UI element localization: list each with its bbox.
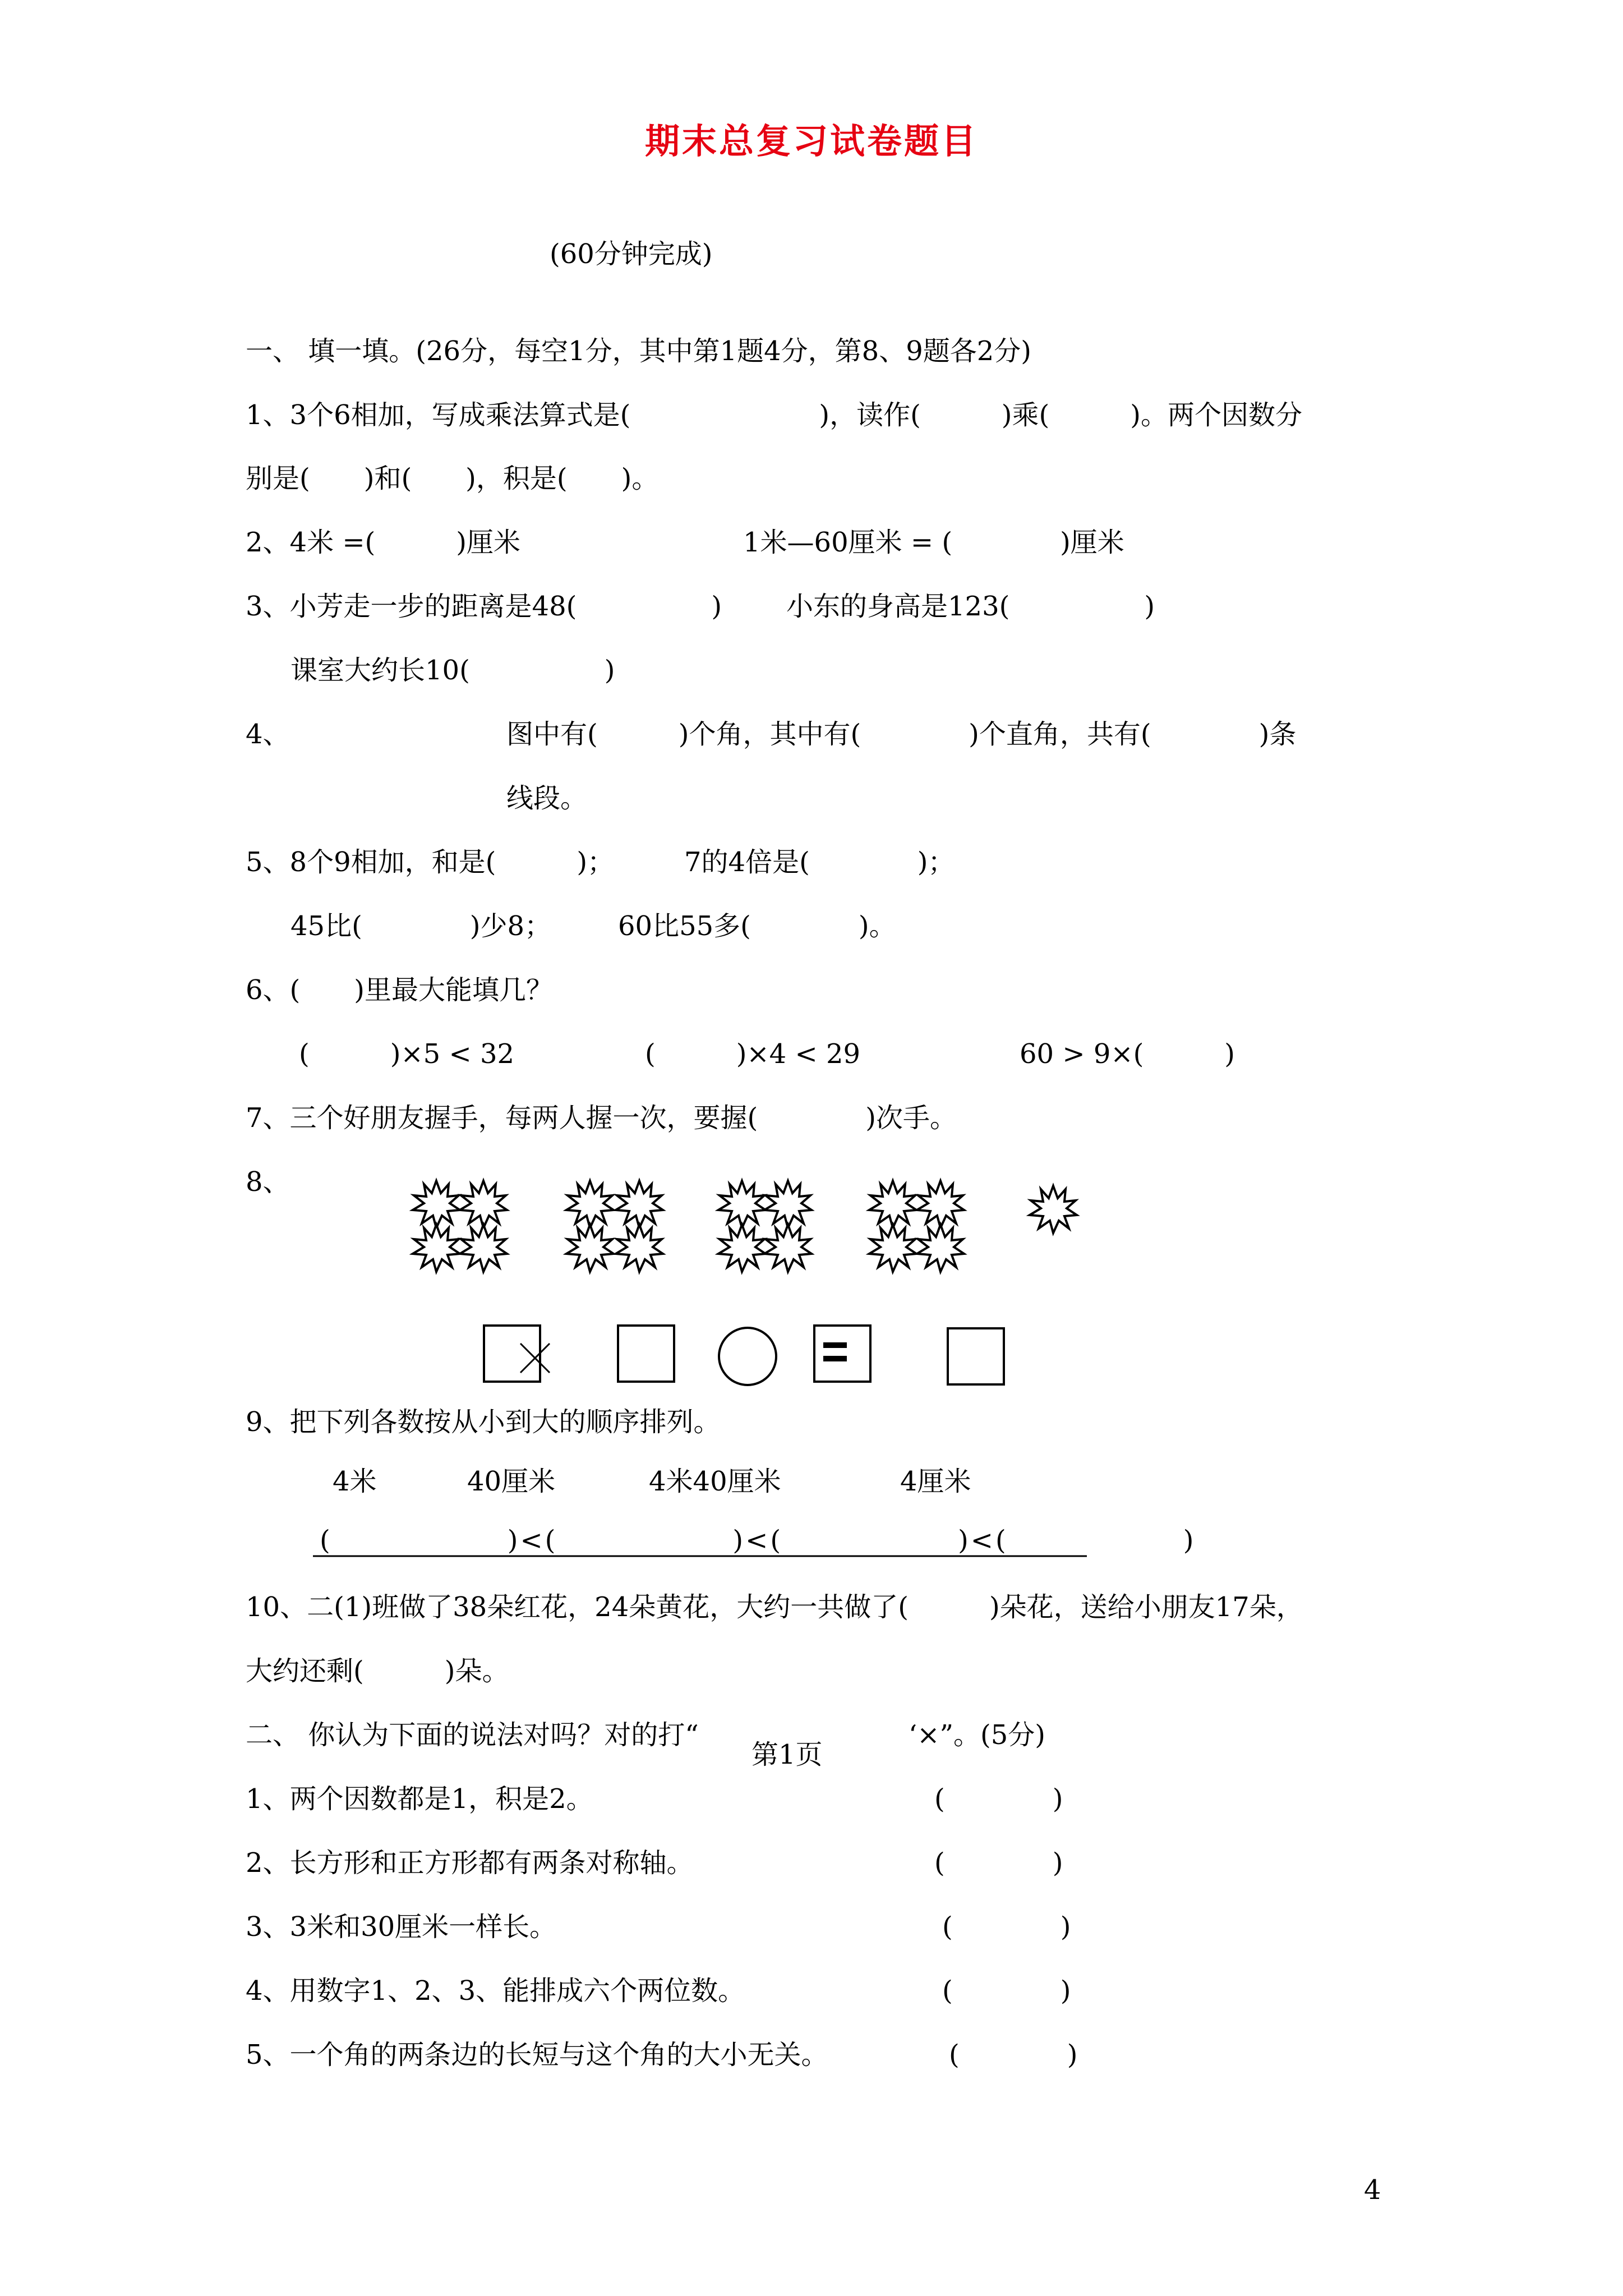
- judge-item-1: 1、两个因数都是1，积是2。: [246, 1783, 593, 1815]
- burst-icon: [413, 1181, 460, 1228]
- q7: 7、三个好朋友握手，每两人握一次，要握( )次手。: [246, 1102, 957, 1134]
- q9-item: 4米40厘米: [649, 1466, 781, 1497]
- q9-title: 9、把下列各数按从小到大的顺序排列。: [246, 1406, 721, 1438]
- result-answer-box[interactable]: [948, 1328, 1004, 1384]
- burst-icon: [1030, 1186, 1077, 1233]
- burst-icon: [718, 1225, 766, 1272]
- judge-item-2: 2、长方形和正方形都有两条对称轴。: [246, 1847, 694, 1879]
- burst-icon: [566, 1225, 614, 1272]
- q8-answer-boxes: [484, 1326, 1004, 1385]
- burst-group-2: [566, 1181, 663, 1272]
- q10-line2: 大约还剩( )朵。: [246, 1655, 509, 1687]
- burst-icon: [460, 1225, 507, 1272]
- q3-part-b: 小东的身高是123( ): [786, 591, 1155, 622]
- burst-icon: [413, 1225, 460, 1272]
- q5-part-c: 45比( )少8；: [291, 910, 552, 942]
- q5-part-d: 60比55多( )。: [618, 910, 896, 942]
- q4-number: 4、: [246, 719, 290, 750]
- burst-group-3: [718, 1181, 811, 1272]
- equals-box[interactable]: [814, 1326, 870, 1382]
- q9-item: 40厘米: [467, 1466, 556, 1497]
- q2-part-a: 2、4米 =( )厘米: [246, 527, 521, 558]
- burst-icon: [869, 1181, 916, 1228]
- burst-icon: [869, 1225, 916, 1272]
- judge-blank-1[interactable]: ( ): [934, 1783, 1063, 1815]
- q6-part-b: ( )×4 < 29: [645, 1038, 861, 1070]
- q6-part-c: 60 > 9×( ): [1020, 1038, 1235, 1070]
- equals-sign: [823, 1342, 847, 1348]
- judge-blank-2[interactable]: ( ): [934, 1847, 1063, 1879]
- judge-blank-5[interactable]: ( ): [949, 2039, 1078, 2070]
- q6-title: 6、( )里最大能填几？: [246, 974, 553, 1006]
- burst-icon: [616, 1181, 663, 1228]
- q1-line1: 1、3个6相加，写成乘法算式是( )，读作( )乘( )。两个因数分: [246, 399, 1302, 431]
- q10-line1: 10、二(1)班做了38朵红花，24朵黄花，大约一共做了( )朵花，送给小朋友17朵，: [246, 1591, 1303, 1623]
- q9-item: 4米: [333, 1466, 377, 1497]
- answer-box[interactable]: [618, 1326, 674, 1382]
- judge-item-4: 4、用数字1、2、3、能排成六个两位数。: [246, 1975, 745, 2007]
- page-number: 4: [1364, 2174, 1381, 2206]
- judge-blank-3[interactable]: ( ): [942, 1911, 1071, 1943]
- page-label: 第1页: [751, 1739, 823, 1770]
- judge-blank-4[interactable]: ( ): [942, 1975, 1071, 2007]
- burst-icon: [616, 1225, 663, 1272]
- burst-group-1: [413, 1181, 507, 1272]
- section2-heading-end: ‘×”。(5分): [909, 1719, 1046, 1751]
- q9-item: 4厘米: [900, 1466, 971, 1497]
- section2-heading: 二、 你认为下面的说法对吗？对的打“: [246, 1719, 699, 1751]
- q3-part-c: 课室大约长10( ): [291, 655, 615, 686]
- judge-item-3: 3、3米和30厘米一样长。: [246, 1911, 557, 1943]
- burst-icon: [764, 1225, 811, 1272]
- q4-line2: 线段。: [506, 783, 588, 814]
- q1-line2: 别是( )和( )，积是( )。: [246, 463, 659, 494]
- equals-sign: [823, 1356, 847, 1361]
- q9-answer-blanks[interactable]: ( )<( )<( )<( ): [320, 1525, 1196, 1556]
- q5-part-a: 5、8个9相加，和是( )；: [246, 846, 615, 878]
- operator-circle[interactable]: [719, 1328, 776, 1385]
- judge-item-5: 5、一个角的两条边的长短与这个角的大小无关。: [246, 2039, 828, 2070]
- q6-part-a: ( )×5 < 32: [299, 1038, 515, 1070]
- q3-part-a: 3、小芳走一步的距离是48( ): [246, 591, 722, 622]
- page-title: 期末总复习试卷题目: [645, 121, 979, 162]
- time-limit: (60分钟完成): [550, 238, 713, 270]
- q5-part-b: 7的4倍是( )；: [684, 846, 955, 878]
- q8-number: 8、: [246, 1166, 290, 1198]
- burst-icon: [566, 1181, 614, 1228]
- burst-group-5: [1030, 1186, 1077, 1233]
- burst-icon: [718, 1181, 766, 1228]
- section1-heading: 一、 填一填。(26分，每空1分，其中第1题4分，第8、9题各2分): [246, 335, 1032, 367]
- burst-icon: [917, 1225, 964, 1272]
- burst-icon: [917, 1181, 964, 1228]
- q2-part-b: 1米—60厘米 = ( )厘米: [743, 527, 1124, 558]
- burst-icon: [764, 1181, 811, 1228]
- burst-icon: [460, 1181, 507, 1228]
- q4-line1: 图中有( )个角，其中有( )个直角，共有( )条: [506, 719, 1297, 750]
- burst-group-4: [869, 1181, 964, 1272]
